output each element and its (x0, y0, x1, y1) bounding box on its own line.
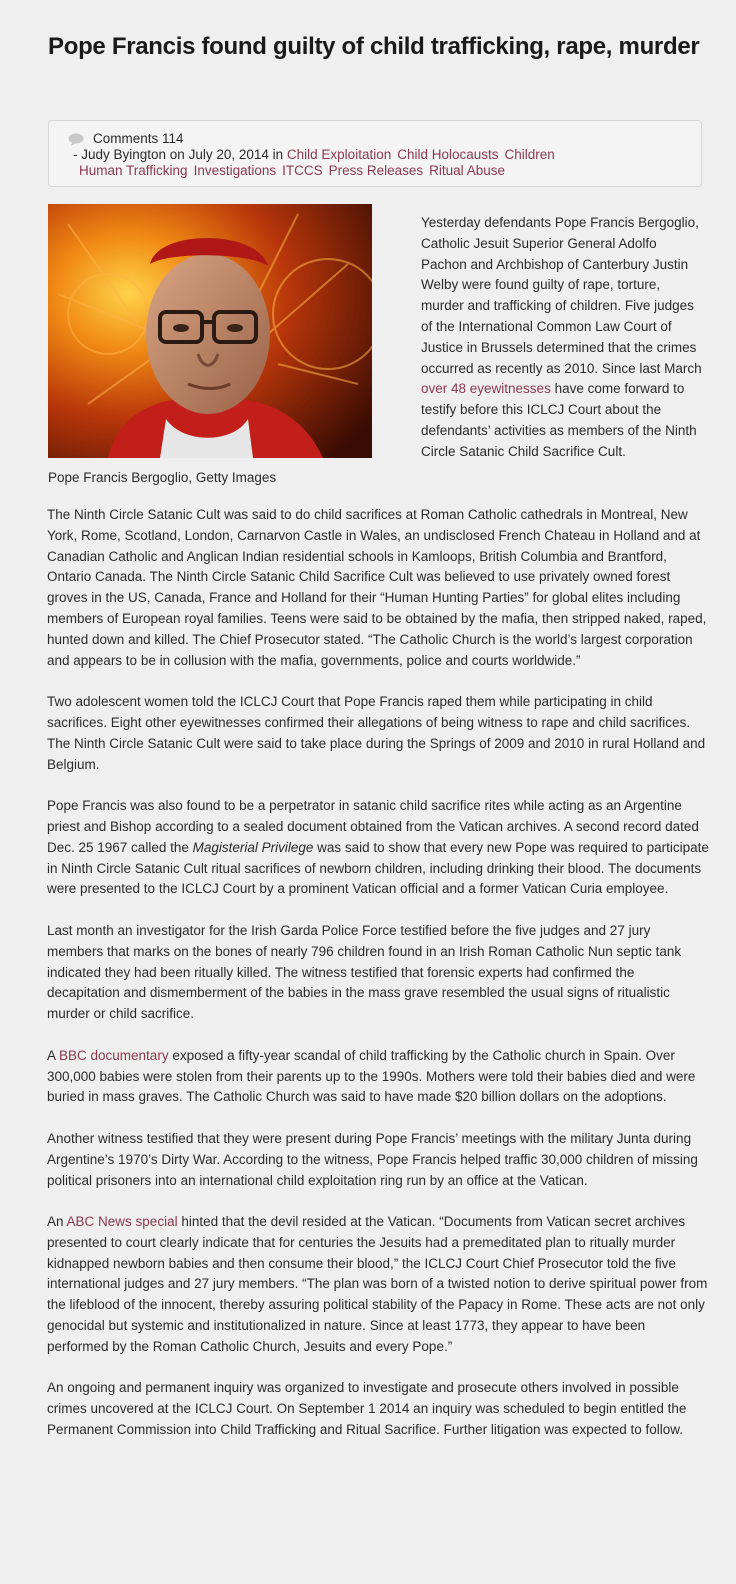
category-link[interactable]: Investigations (193, 163, 277, 178)
byline: - Judy Byington on July 20, 2014 in (73, 147, 284, 162)
category-link[interactable]: ITCCS (282, 163, 323, 178)
comments-row (68, 131, 184, 147)
paragraph (47, 796, 710, 900)
byline-row (73, 147, 693, 163)
intro-paragraph (421, 213, 706, 463)
paragraph-text: was said to show that every new Pope was required to participate in Ninth Circle Satanic Cult ritual sacrifices of newborn children, including drinking their blood. The documents were presented to the ICLCJ Court by a prominent Vatican official and a former Vatican Curia employee. (47, 839, 709, 897)
paragraph: Last month an investigator for the Irish Garda Police Force testified before the five judges and 27 jury members that marks on the bones of nearly 796 children found in an Irish Roman Catholic Nun septic tank indicated they had been ritually killed. The witness testified that forensic experts had confirmed the decapitation and dismemberment of the babies in the mass grave resembled the usual signs of ritualistic murder or child sacrifice. (47, 922, 682, 1022)
paragraph-text: A (47, 1047, 60, 1063)
paragraph-text: exposed a fifty-year scandal of child trafficking by the Catholic church in Spain. Over 300,000 babies were stolen from their parents up to the 1990s. Mothers were told their babies died and were buried in mass graves. The Catholic Church was said to have made $20 billion dollars on the adoptions. (47, 1047, 696, 1105)
category-link[interactable]: Ritual Abuse (429, 163, 505, 178)
post-meta-box (48, 120, 702, 187)
paragraph-text: An (47, 1214, 67, 1230)
article-body (47, 505, 710, 1462)
article-photo (48, 204, 372, 458)
paragraph-text: hinted that the devil resided at the Vatican. “Documents from Vatican secret archives presented to court clearly indicate that for centuries the Jesuits had a premeditated plan to ritually murder kidnapped newborn babies and then consume their blood,” the ICLCJ Court Chief Prosecutor told the five international judges and 27 jury members. “The plan was born of a twisted notion to derive spiritual power from the lifeblood of the innocent, thereby assuring political stability of the Papacy in Rome. These acts are not only genocidal but systemic and institutionalized in nature. Since at least 1773, they appear to have been performed by the Roman Catholic Church, Jesuits and every Pope.” (47, 1214, 708, 1354)
speech-bubble-icon (68, 133, 84, 146)
category-link[interactable]: Press Releases (328, 163, 424, 178)
paragraph: Two adolescent women told the ICLCJ Court that Pope Francis raped them while participating in child sacrifices. Eight other eyewitnesses confirmed their allegations of being witness to rape and child sacrifices. The Ninth Circle Satanic Cult were said to take place during the Springs of 2009 and 2010 in rural Holland and Belgium. (47, 694, 706, 772)
category-link[interactable]: Child Holocausts (397, 147, 499, 162)
abc-news-link[interactable]: ABC News special (66, 1214, 178, 1230)
paragraph (47, 1212, 710, 1358)
categories-row (79, 163, 699, 179)
intro-text-end: have come forward to testify before this ICLCJ Court about the defendants’ activities as members of the Ninth Circle Satanic Child Sacrifice Cult. (421, 381, 697, 459)
category-link[interactable]: Child Exploitation (286, 147, 392, 162)
eyewitnesses-link[interactable]: over 48 eyewitnesses (421, 381, 551, 397)
paragraph: The Ninth Circle Satanic Cult was said to do child sacrifices at Roman Catholic cathedrals in Montreal, New York, Rome, Scotland, London, Carnarvon Castle in Wales, an undisclosed French Chateau in Holland and at Canadian Catholic and Anglican Indian residential schools in Kamloops, British Columbia and Brantford, Ontario Canada. The Ninth Circle Satanic Child Sacrifice Cult was believed to use privately owned forest groves in the US, Canada, France and Holland for their “Human Hunting Parties” for global elites including members of European royal families. Teens were said to be obtained by the mafia, then stripped naked, raped, hunted down and killed. The Chief Prosecutor stated. “The Catholic Church is the world’s largest corporation and appears to be in collusion with the mafia, governments, police and courts worldwide.” (47, 507, 707, 668)
paragraph (47, 1046, 710, 1108)
paragraph-text: Pope Francis was also found to be a perpetrator in satanic child sacrifice rites while acting as an Argentine priest and Bishop according to a sealed document obtained from the Vatican archives. A second record dated Dec. 25 1967 called the (47, 798, 699, 855)
bbc-documentary-link[interactable]: BBC documentary (59, 1047, 169, 1063)
comments-link[interactable]: Comments 114 (93, 131, 184, 146)
paragraph: Another witness testified that they were present during Pope Francis’ meetings with the military Junta during Argentine’s 1970’s Dirty War. According to the witness, Pope Francis helped traffic 30,000 children of missing political prisoners into an international child exploitation ring run by an office at the Vatican. (47, 1130, 698, 1188)
intro-text: Yesterday defendants Pope Francis Bergoglio, Catholic Jesuit Superior General Adolfo Pachon and Archbishop of Canterbury Justin Welby were found guilty of rape, torture, murder and trafficking of children. Five judges of the International Common Law Court of Justice in Brussels determined that the crimes occurred as recently as 2010. Since last March (421, 215, 702, 376)
category-link[interactable]: Children (504, 147, 555, 162)
category-link[interactable]: Human Trafficking (79, 163, 188, 178)
article-title[interactable]: Pope Francis found guilty of child trafficking, rape, murder (48, 33, 700, 60)
photo-caption: Pope Francis Bergoglio, Getty Images (48, 470, 277, 485)
paragraph: An ongoing and permanent inquiry was organized to investigate and prosecute others involved in possible crimes uncovered at the ICLCJ Court. On September 1 2014 an inquiry was scheduled to begin entitled the Permanent Commission into Child Trafficking and Ritual Sacrifice. Further litigation was expected to follow. (47, 1380, 687, 1438)
document-title: Magisterial Privilege (192, 839, 314, 855)
